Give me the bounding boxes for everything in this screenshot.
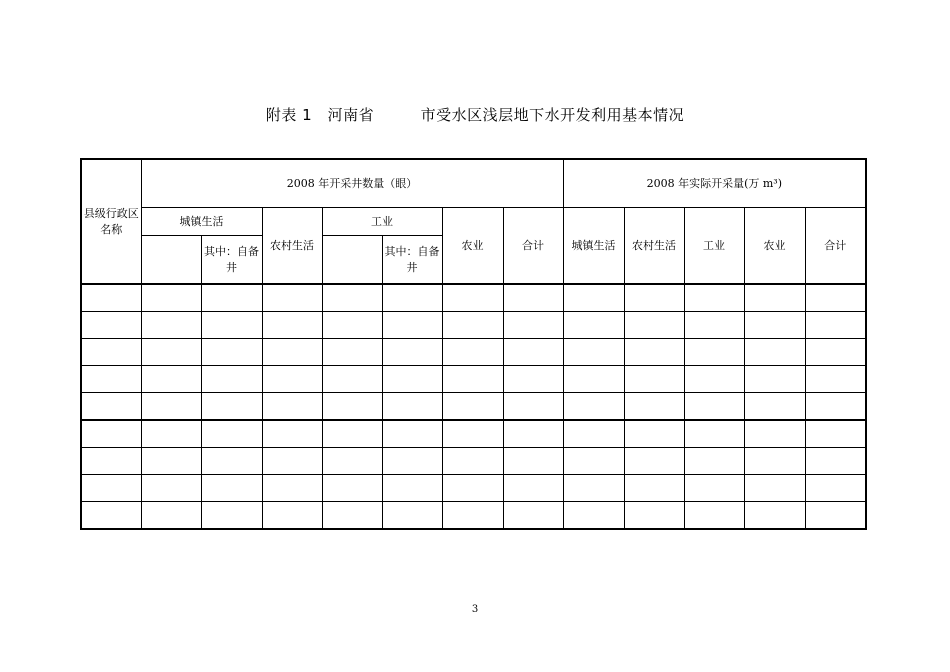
table-cell: [805, 448, 866, 475]
table-cell: [382, 312, 442, 339]
table-cell: [322, 475, 382, 502]
table-cell: [201, 339, 262, 366]
table-cell: [503, 475, 563, 502]
table-row: [81, 284, 866, 312]
table-cell: [262, 475, 322, 502]
table-cell: [442, 502, 503, 530]
table-cell: [744, 393, 805, 421]
table-cell: [563, 475, 624, 502]
table-cell: [81, 312, 141, 339]
table-cell: [382, 393, 442, 421]
table-cell: [684, 502, 744, 530]
table-cell: [442, 339, 503, 366]
table-cell: [624, 284, 684, 312]
table-cell: [563, 284, 624, 312]
table-cell: [141, 502, 201, 530]
table-row: [81, 339, 866, 366]
table-cell: [141, 420, 201, 448]
header-extraction-group: 2008 年实际开采量(万 m³): [563, 159, 866, 208]
table-cell: [201, 393, 262, 421]
table-cell: [262, 366, 322, 393]
table-cell: [563, 366, 624, 393]
table-cell: [141, 284, 201, 312]
table-cell: [503, 284, 563, 312]
table-cell: [684, 339, 744, 366]
header-county: 县级行政区名称: [81, 159, 141, 284]
header-urban-self-well: 其中：自备井: [201, 236, 262, 285]
table-cell: [81, 366, 141, 393]
table-cell: [262, 420, 322, 448]
table-cell: [503, 339, 563, 366]
table-title: 附表 1 河南省 市受水区浅层地下水开发利用基本情况: [265, 106, 685, 124]
table-cell: [563, 312, 624, 339]
table-cell: [141, 339, 201, 366]
header-urban-all: [141, 236, 201, 285]
table-cell: [624, 448, 684, 475]
table-cell: [744, 475, 805, 502]
table-cell: [81, 393, 141, 421]
header-ext-industry: 工业: [684, 208, 744, 285]
table-cell: [744, 420, 805, 448]
table-cell: [744, 448, 805, 475]
table-cell: [201, 312, 262, 339]
table-cell: [624, 339, 684, 366]
table-cell: [322, 393, 382, 421]
table-cell: [81, 284, 141, 312]
table-cell: [563, 420, 624, 448]
table-cell: [744, 366, 805, 393]
table-row: [81, 502, 866, 530]
table-cell: [684, 448, 744, 475]
table-cell: [624, 475, 684, 502]
table-cell: [201, 448, 262, 475]
table-cell: [81, 448, 141, 475]
table-cell: [744, 339, 805, 366]
table-cell: [322, 366, 382, 393]
table-cell: [322, 339, 382, 366]
table-cell: [503, 393, 563, 421]
table-row: [81, 448, 866, 475]
table-cell: [684, 312, 744, 339]
table-cell: [624, 366, 684, 393]
header-total: 合计: [503, 208, 563, 285]
table-cell: [684, 366, 744, 393]
header-industry-all: [322, 236, 382, 285]
table-cell: [805, 420, 866, 448]
table-cell: [262, 284, 322, 312]
table-cell: [322, 312, 382, 339]
table-cell: [322, 420, 382, 448]
table-row: [81, 393, 866, 421]
table-cell: [503, 312, 563, 339]
table-cell: [81, 502, 141, 530]
header-wells-group: 2008 年开采井数量（眼）: [141, 159, 563, 208]
page-number: 3: [471, 604, 479, 615]
table-cell: [624, 420, 684, 448]
header-industry-self-well: 其中：自备井: [382, 236, 442, 285]
table-cell: [503, 448, 563, 475]
table-cell: [262, 312, 322, 339]
table-cell: [322, 448, 382, 475]
header-ext-urban: 城镇生活: [563, 208, 624, 285]
table-row: [81, 420, 866, 448]
table-cell: [442, 312, 503, 339]
table-cell: [624, 393, 684, 421]
table-cell: [442, 420, 503, 448]
table-cell: [81, 339, 141, 366]
table-row: [81, 312, 866, 339]
table-cell: [805, 393, 866, 421]
table-cell: [503, 366, 563, 393]
header-rural: 农村生活: [262, 208, 322, 285]
table-cell: [624, 502, 684, 530]
table-cell: [805, 502, 866, 530]
table-cell: [744, 502, 805, 530]
table-cell: [262, 339, 322, 366]
table-cell: [442, 393, 503, 421]
table-cell: [563, 339, 624, 366]
header-urban: 城镇生活: [141, 208, 262, 236]
table-cell: [805, 366, 866, 393]
table-cell: [201, 502, 262, 530]
header-industry: 工业: [322, 208, 442, 236]
table-cell: [141, 448, 201, 475]
table-cell: [382, 448, 442, 475]
table-cell: [805, 339, 866, 366]
header-ext-rural: 农村生活: [624, 208, 684, 285]
table-cell: [744, 312, 805, 339]
table-cell: [382, 366, 442, 393]
table-cell: [684, 393, 744, 421]
table-cell: [684, 420, 744, 448]
data-table: [80, 158, 867, 530]
header-ext-total: 合计: [805, 208, 866, 285]
table-cell: [684, 284, 744, 312]
table-cell: [382, 339, 442, 366]
table-cell: [141, 366, 201, 393]
table-cell: [744, 284, 805, 312]
table-row: [81, 475, 866, 502]
table-cell: [201, 420, 262, 448]
table-cell: [201, 284, 262, 312]
table-cell: [805, 312, 866, 339]
table-cell: [442, 448, 503, 475]
table-cell: [442, 366, 503, 393]
table-cell: [805, 475, 866, 502]
table-cell: [382, 475, 442, 502]
table-cell: [262, 393, 322, 421]
table-cell: [684, 475, 744, 502]
table-cell: [382, 420, 442, 448]
table-cell: [805, 284, 866, 312]
table-cell: [141, 312, 201, 339]
table-cell: [322, 502, 382, 530]
table-cell: [563, 448, 624, 475]
table-cell: [563, 393, 624, 421]
table-cell: [81, 475, 141, 502]
table-cell: [382, 502, 442, 530]
table-cell: [141, 393, 201, 421]
header-agriculture: 农业: [442, 208, 503, 285]
table-cell: [262, 502, 322, 530]
table-cell: [382, 284, 442, 312]
table-cell: [201, 366, 262, 393]
table-cell: [81, 420, 141, 448]
table-cell: [262, 448, 322, 475]
table-cell: [503, 502, 563, 530]
table-cell: [563, 502, 624, 530]
table-row: [81, 366, 866, 393]
table-cell: [201, 475, 262, 502]
table-cell: [624, 312, 684, 339]
table-cell: [503, 420, 563, 448]
table-cell: [141, 475, 201, 502]
header-ext-agriculture: 农业: [744, 208, 805, 285]
table-cell: [442, 284, 503, 312]
table-cell: [442, 475, 503, 502]
table-cell: [322, 284, 382, 312]
